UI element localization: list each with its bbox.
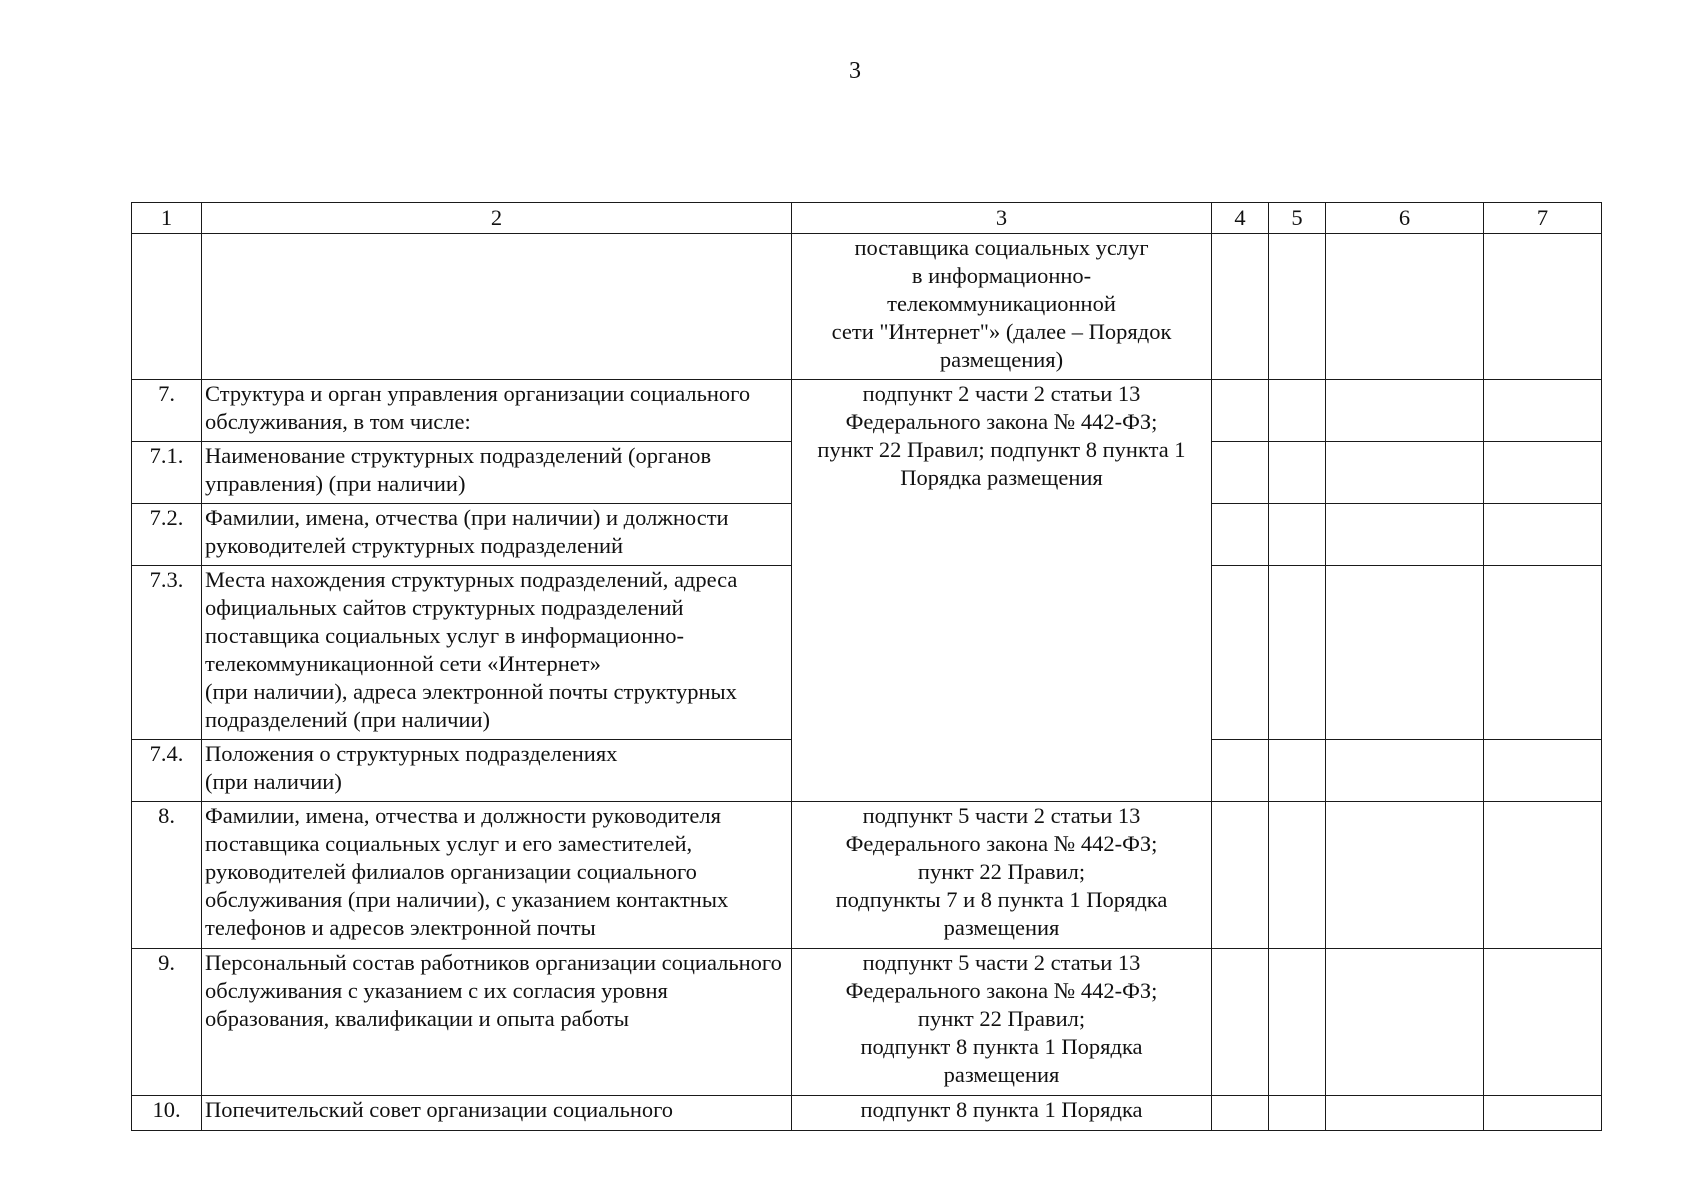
legal-basis-text: подпункт 5 части 2 статьи 13 Федерального закона № 442-ФЗ; пункт 22 Правил; подпункты 7 и 8 пункта 1 Порядка размещения — [835, 803, 1168, 940]
empty-cell — [1269, 380, 1326, 442]
row-number-cell: 7.1. — [132, 442, 202, 504]
empty-cell — [1484, 740, 1602, 802]
row-number-cell: 7.2. — [132, 504, 202, 566]
empty-cell — [1269, 504, 1326, 566]
row-number-cell — [132, 234, 202, 380]
empty-cell — [1269, 949, 1326, 1096]
empty-cell — [1269, 740, 1326, 802]
empty-cell — [1212, 504, 1269, 566]
row-description-cell — [202, 234, 792, 380]
row-description-cell: Фамилии, имена, отчества и должности руководителя поставщика социальных услуг и его заместителей, руководителей филиалов организации социального обслуживания (при наличии), с указанием контактных телефонов и адресов электронной почты — [202, 802, 792, 949]
empty-cell — [1326, 566, 1484, 740]
empty-cell — [1326, 504, 1484, 566]
empty-cell — [1484, 566, 1602, 740]
table-row — [132, 1096, 1602, 1131]
legal-basis-cell — [792, 234, 1212, 380]
empty-cell — [1326, 234, 1484, 380]
legal-basis-cell — [792, 949, 1212, 1096]
row-description-cell: Попечительский совет организации социального — [202, 1096, 792, 1131]
empty-cell — [1326, 442, 1484, 504]
legal-basis-cell — [792, 802, 1212, 949]
column-number-cell: 4 — [1212, 203, 1269, 234]
column-number-row — [132, 203, 1602, 234]
row-number-cell: 7.3. — [132, 566, 202, 740]
table-row — [132, 380, 1602, 442]
column-number-cell: 2 — [202, 203, 792, 234]
row-description-cell: Персональный состав работников организации социального обслуживания с указанием с их согласия уровня образования, квалификации и опыта работы — [202, 949, 792, 1096]
empty-cell — [1484, 802, 1602, 949]
empty-cell — [1269, 234, 1326, 380]
empty-cell — [1484, 380, 1602, 442]
row-number-cell: 7.4. — [132, 740, 202, 802]
legal-basis-text: подпункт 2 части 2 статьи 13 Федерального закона № 442-ФЗ; пункт 22 Правил; подпункт 8 пункта 1 Порядка размещения — [817, 381, 1186, 490]
empty-cell — [1269, 1096, 1326, 1131]
column-number-cell: 3 — [792, 203, 1212, 234]
legal-basis-cell — [792, 1096, 1212, 1131]
column-number-cell: 7 — [1484, 203, 1602, 234]
empty-cell — [1212, 802, 1269, 949]
row-number-cell: 7. — [132, 380, 202, 442]
empty-cell — [1484, 442, 1602, 504]
continuation-row — [132, 234, 1602, 380]
empty-cell — [1212, 740, 1269, 802]
legal-basis-text: подпункт 8 пункта 1 Порядка — [860, 1097, 1143, 1122]
empty-cell — [1212, 442, 1269, 504]
empty-cell — [1212, 566, 1269, 740]
row-description-cell: Фамилии, имена, отчества (при наличии) и должности руководителей структурных подразделений — [202, 504, 792, 566]
page-number: 3 — [849, 58, 861, 84]
regulation-table — [131, 202, 1602, 1131]
empty-cell — [1212, 949, 1269, 1096]
legal-basis-text: подпункт 5 части 2 статьи 13 Федерального закона № 442-ФЗ; пункт 22 Правил; подпункт 8 пункта 1 Порядка размещения — [845, 950, 1158, 1087]
row-number-cell: 9. — [132, 949, 202, 1096]
legal-basis-cell — [792, 380, 1212, 802]
empty-cell — [1326, 802, 1484, 949]
row-number-cell: 10. — [132, 1096, 202, 1131]
column-number-cell: 1 — [132, 203, 202, 234]
empty-cell — [1326, 380, 1484, 442]
empty-cell — [1484, 1096, 1602, 1131]
empty-cell — [1326, 949, 1484, 1096]
row-number-cell: 8. — [132, 802, 202, 949]
empty-cell — [1484, 234, 1602, 380]
table-row — [132, 949, 1602, 1096]
legal-basis-text: поставщика социальных услуг в информационно- телекоммуникационной сети "Интернет"» (далее – Порядок размещения) — [831, 235, 1172, 372]
empty-cell — [1326, 1096, 1484, 1131]
row-description-cell: Структура и орган управления организации социального обслуживания, в том числе: — [202, 380, 792, 442]
empty-cell — [1212, 380, 1269, 442]
table-row — [132, 802, 1602, 949]
column-number-cell: 6 — [1326, 203, 1484, 234]
empty-cell — [1326, 740, 1484, 802]
empty-cell — [1212, 234, 1269, 380]
empty-cell — [1269, 566, 1326, 740]
empty-cell — [1269, 442, 1326, 504]
row-description-cell: Места нахождения структурных подразделений, адреса официальных сайтов структурных подразделений поставщика социальных услуг в информационно-телекоммуникационной сети «Интернет» (при наличии), адреса электронной почты структурных подразделений (при наличии) — [202, 566, 792, 740]
empty-cell — [1269, 802, 1326, 949]
row-description-cell: Наименование структурных подразделений (органов управления) (при наличии) — [202, 442, 792, 504]
empty-cell — [1212, 1096, 1269, 1131]
empty-cell — [1484, 504, 1602, 566]
empty-cell — [1484, 949, 1602, 1096]
column-number-cell: 5 — [1269, 203, 1326, 234]
row-description-cell: Положения о структурных подразделениях (при наличии) — [202, 740, 792, 802]
